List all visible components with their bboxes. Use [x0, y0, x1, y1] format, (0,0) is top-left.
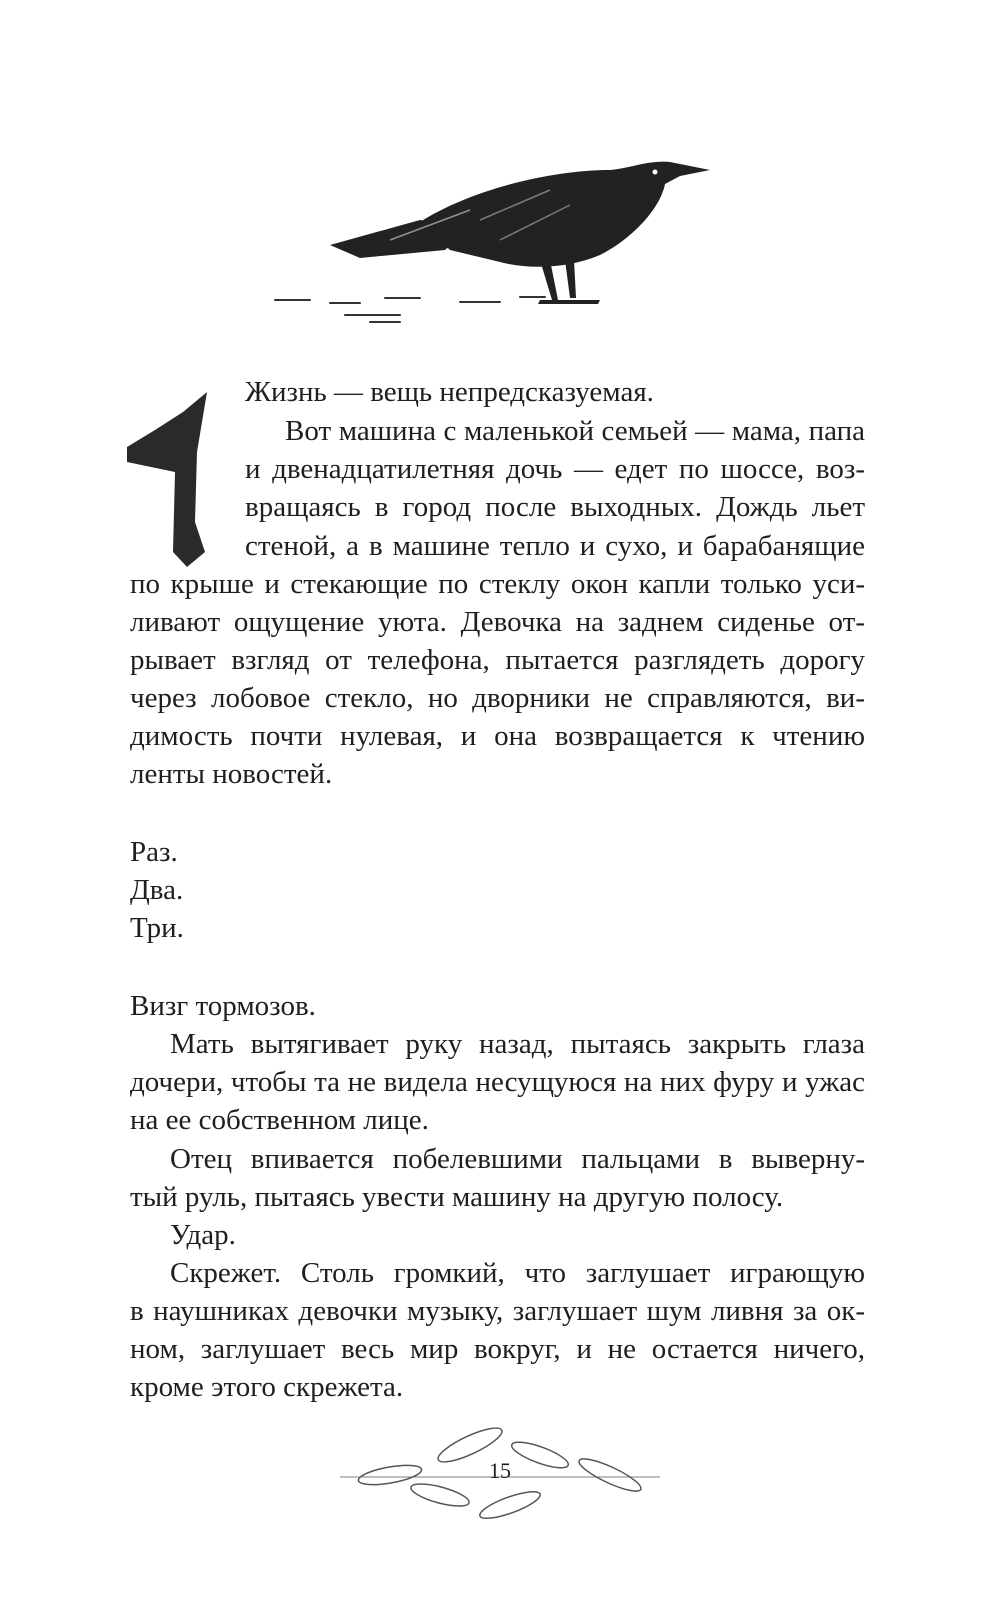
count-one: Раз. — [130, 836, 178, 868]
count-two: Два. — [130, 874, 184, 906]
page-number: 15 — [489, 1458, 511, 1483]
paragraph-line: Вот машина с маленькой семьей — мама, папа — [285, 415, 865, 447]
paragraph-line: ном, заглушает весь мир вокруг, и не остается ничего, — [130, 1333, 865, 1365]
chapter-number — [125, 392, 225, 587]
paragraph-line: и двенадцатилетняя дочь — едет по шоссе, воз- — [245, 453, 865, 485]
raven-icon — [270, 150, 730, 350]
paragraph-line: димость почти нулевая, и она возвращается к чтению — [130, 720, 865, 752]
paragraph-line: дочери, чтобы та не видела несущуюся на них фуру и ужас — [130, 1066, 865, 1098]
paragraph-line: по крыше и стекающие по стеклу окон капли только уси- — [130, 568, 865, 600]
paragraph-line: тый руль, пытаясь увести машину на другую полосу. — [130, 1181, 784, 1213]
paragraph-line: Скрежет. Столь громкий, что заглушает играющую — [170, 1257, 865, 1289]
paragraph-line: Мать вытягивает руку назад, пытаясь закрыть глаза — [170, 1028, 865, 1060]
impact-line: Удар. — [170, 1219, 236, 1251]
paragraph-line: Отец впивается побелевшими пальцами в выверну- — [170, 1143, 865, 1175]
paragraph-line: кроме этого скрежета. — [130, 1371, 404, 1403]
paragraph-line: ленты новостей. — [130, 758, 333, 790]
paragraph-line: рывает взгляд от телефона, пытается разглядеть дорогу — [130, 644, 865, 676]
brakes-line: Визг тормозов. — [130, 990, 316, 1022]
paragraph-line: ливают ощущение уюта. Девочка на заднем сиденье от- — [130, 606, 865, 638]
count-three: Три. — [130, 912, 184, 944]
paragraph-line: стеной, а в машине тепло и сухо, и барабанящие — [245, 530, 865, 562]
paragraph-line: через лобовое стекло, но дворники не справляются, ви- — [130, 682, 865, 714]
paragraph-line: в наушниках девочки музыку, заглушает шум ливня за ок- — [130, 1295, 865, 1327]
paragraph-line: Жизнь — вещь непредсказуемая. — [245, 376, 654, 408]
paragraph-line: вращаясь в город после выходных. Дождь льет — [245, 491, 865, 523]
paragraph-line: на ее собственном лице. — [130, 1104, 429, 1136]
